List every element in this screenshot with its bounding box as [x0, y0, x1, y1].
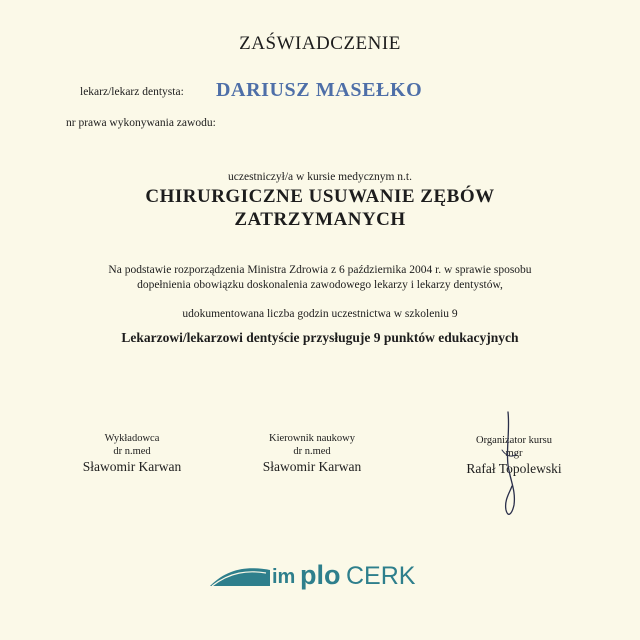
signatory-lecturer: [52, 432, 212, 475]
legal-basis-line1: Na podstawie rozporządzenia Ministra Zdrowia z 6 października 2004 r. w sprawie sposobu: [108, 264, 532, 276]
doctor-name: DARIUSZ MASEŁKO: [216, 79, 423, 101]
doctor-label: lekarz/lekarz dentysta:: [80, 86, 184, 98]
course-title-line1: CHIRURGICZNE USUWANIE ZĘBÓW: [145, 186, 495, 207]
course-title-line2: ZATRZYMANYCH: [234, 209, 406, 230]
svg-text:plo: plo: [300, 560, 341, 590]
signatory-scientific-head: [232, 432, 392, 475]
svg-text:CERK: CERK: [346, 562, 416, 590]
points-statement: Lekarzowi/lekarzowi dentyście przysługuje 9 punktów edukacyjnych: [121, 330, 519, 345]
license-label: nr prawa wykonywania zawodu:: [66, 117, 216, 129]
svg-text:im: im: [272, 566, 296, 588]
handwritten-signature: [490, 410, 530, 520]
signatory-name: Sławomir Karwan: [82, 459, 182, 474]
signatory-degree: dr n.med: [293, 446, 331, 457]
signatory-name: Sławomir Karwan: [262, 459, 362, 474]
signatory-name: Rafał Topolewski: [466, 461, 562, 476]
signatory-degree: mgr: [505, 448, 523, 459]
signatory-role: Wykładowca: [104, 433, 160, 444]
legal-basis-line2: dopełnienia obowiązku doskonalenia zawodowego lekarzy i lekarzy dentystów,: [137, 279, 503, 291]
hours-statement: udokumentowana liczba godzin uczestnictwa w szkoleniu 9: [182, 308, 458, 320]
course-intro: uczestniczył/a w kursie medycznym n.t.: [228, 171, 412, 183]
signatory-role: Organizator kursu: [476, 435, 552, 446]
document-title: ZAŚWIADCZENIE: [239, 33, 401, 54]
implocerk-logo: [208, 556, 422, 590]
signatory-role: Kierownik naukowy: [268, 433, 356, 444]
signatory-degree: dr n.med: [113, 446, 151, 457]
